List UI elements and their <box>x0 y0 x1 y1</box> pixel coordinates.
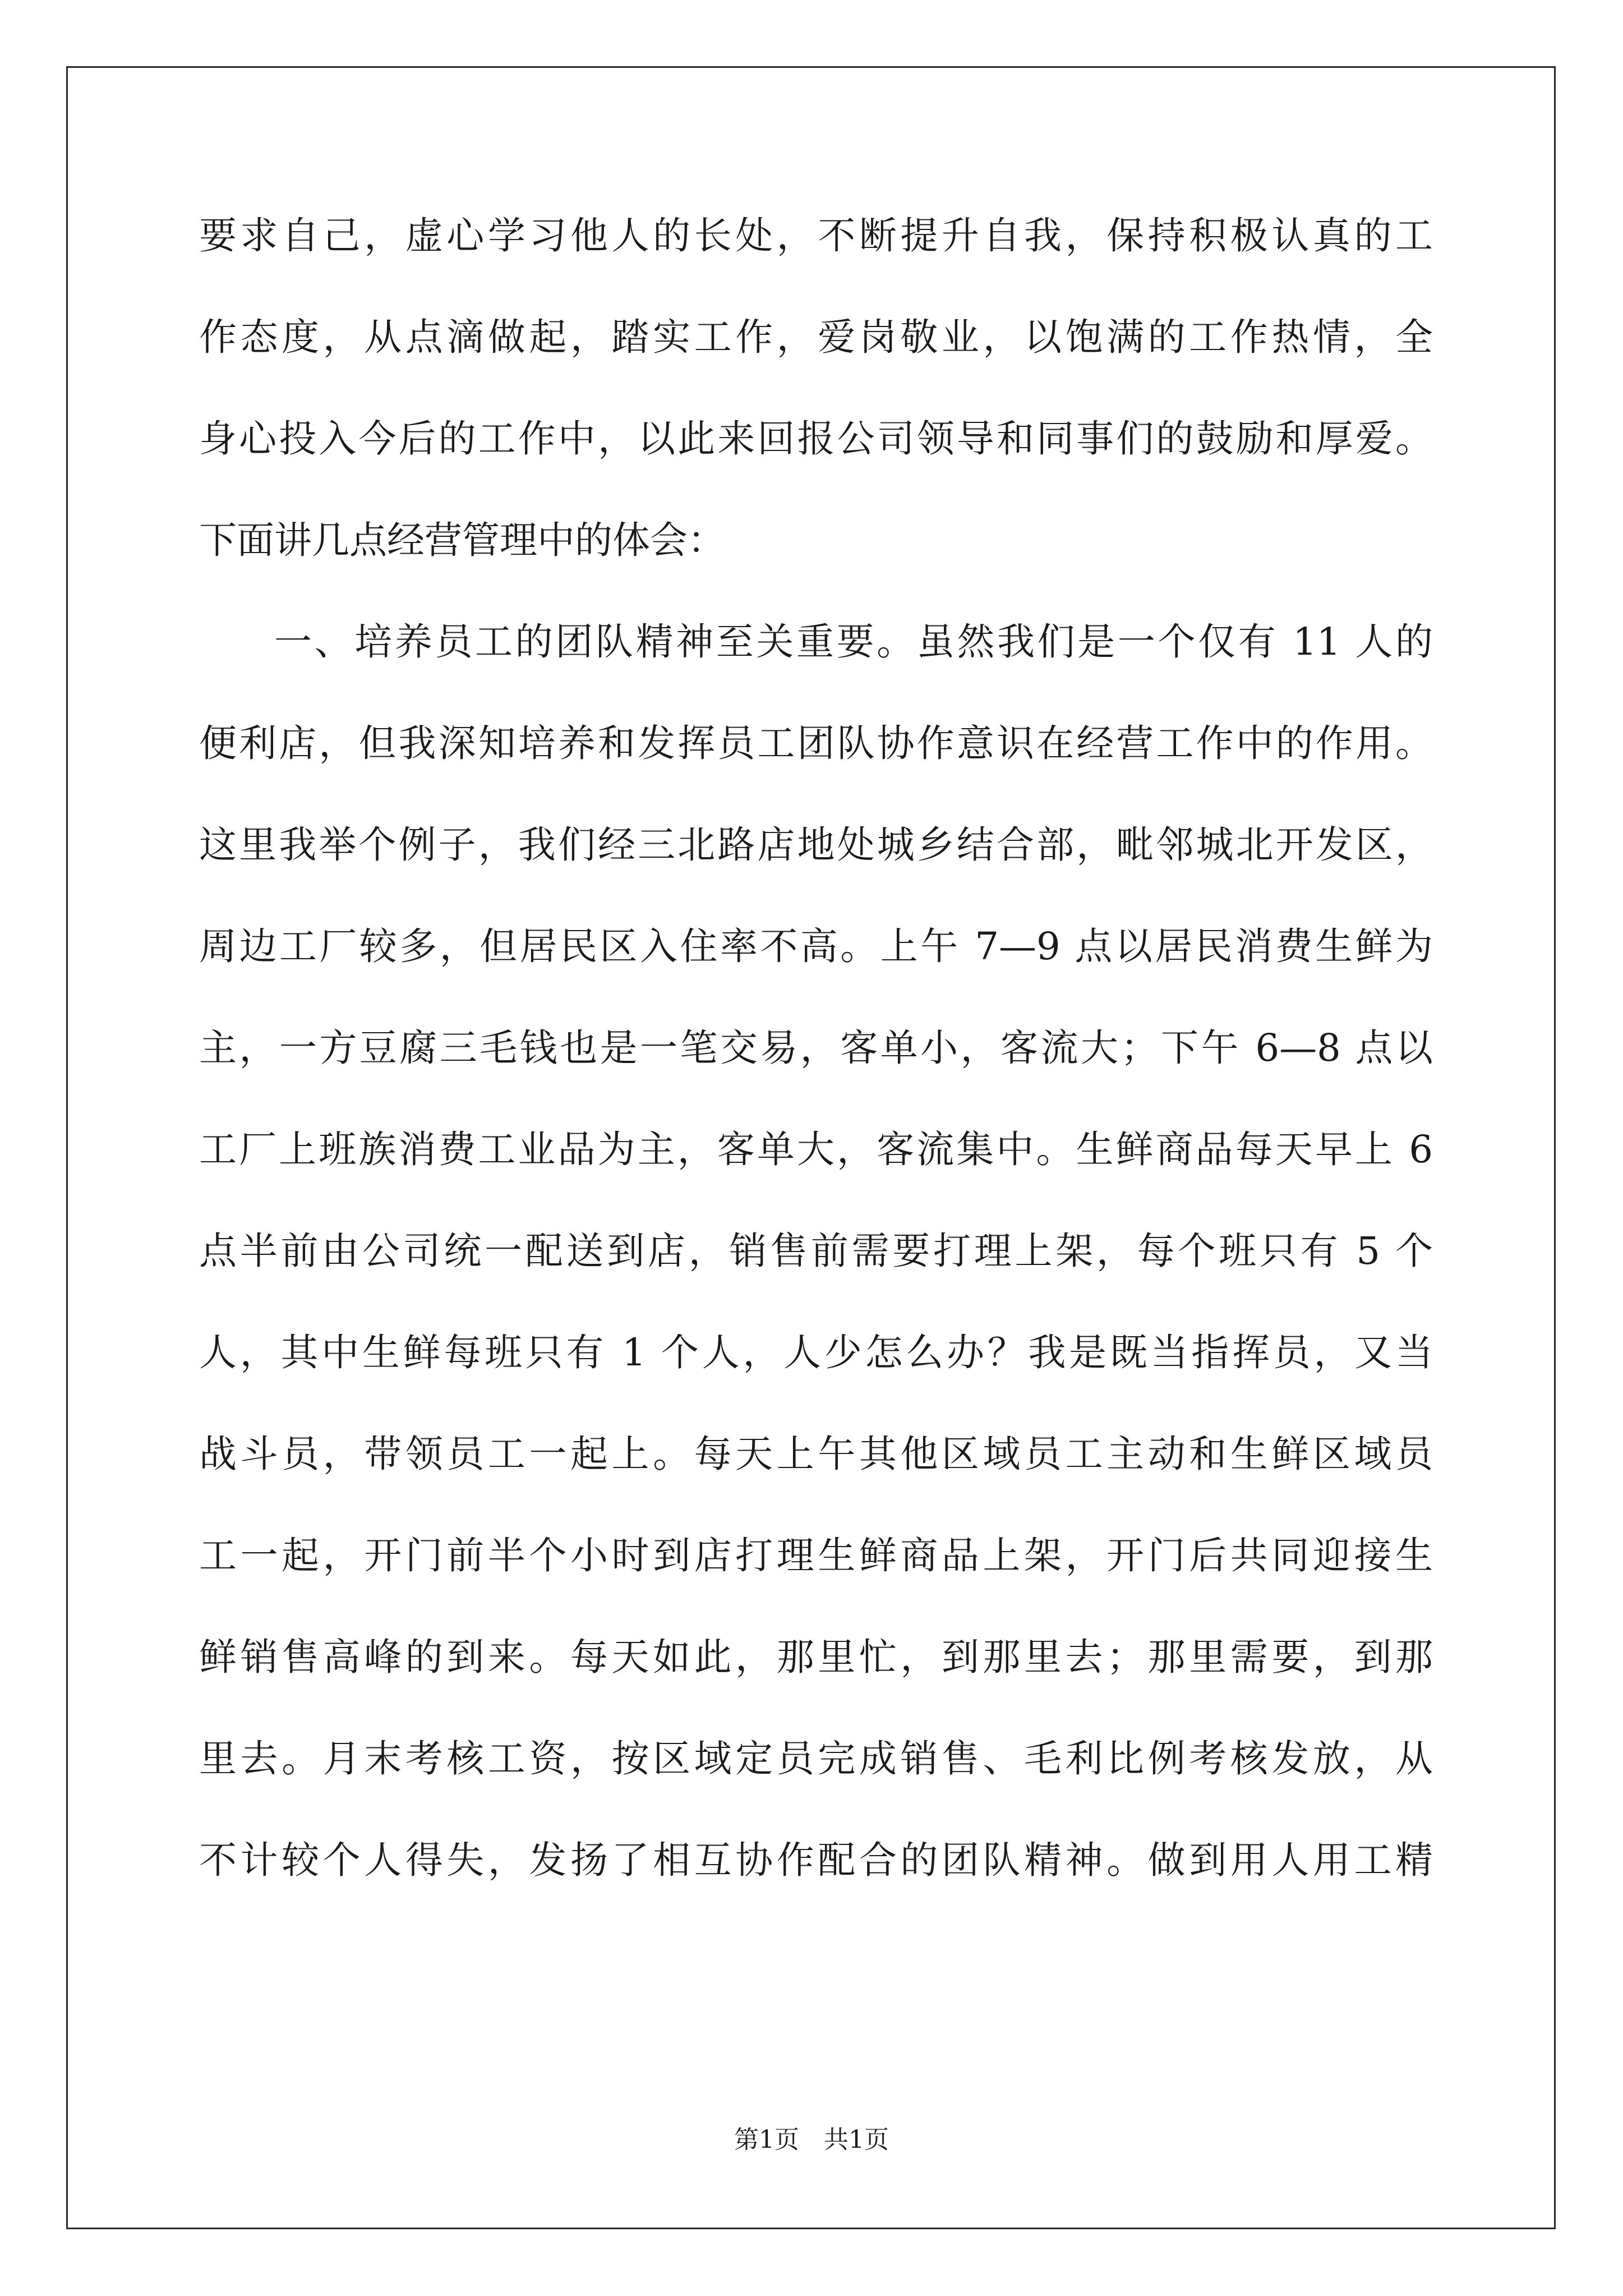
body-line: 身心投入今后的工作中，以此来回报公司领导和同事们的鼓励和厚爱。 <box>199 417 1433 461</box>
body-line: 工厂上班族消费工业品为主，客单大，客流集中。生鲜商品每天早上 6 <box>199 1128 1433 1171</box>
paragraph-first-line: 一、培养员工的团队精神至关重要。虽然我们是一个仅有 11 人的 <box>274 620 1433 664</box>
body-line: 要求自己，虚心学习他人的长处，不断提升自我，保持积极认真的工 <box>199 214 1433 257</box>
body-line: 作态度，从点滴做起，踏实工作，爱岗敬业，以饱满的工作热情，全 <box>199 315 1433 359</box>
body-line: 下面讲几点经营管理中的体会： <box>199 518 725 562</box>
body-line: 人，其中生鲜每班只有 1 个人，人少怎么办？我是既当指挥员，又当 <box>199 1331 1433 1374</box>
body-line: 点半前由公司统一配送到店，销售前需要打理上架，每个班只有 5 个 <box>199 1229 1433 1273</box>
body-line: 便利店，但我深知培养和发挥员工团队协作意识在经营工作中的作用。 <box>199 721 1433 765</box>
body-line: 战斗员，带领员工一起上。每天上午其他区域员工主动和生鲜区域员 <box>199 1432 1433 1476</box>
body-line: 鲜销售高峰的到来。每天如此，那里忙，到那里去；那里需要，到那 <box>199 1635 1433 1679</box>
body-line: 这里我举个例子，我们经三北路店地处城乡结合部，毗邻城北开发区， <box>199 823 1433 867</box>
body-line: 工一起，开门前半个小时到店打理生鲜商品上架，开门后共同迎接生 <box>199 1534 1433 1577</box>
body-line: 不计较个人得失，发扬了相互协作配合的团队精神。做到用人用工精 <box>199 1838 1433 1882</box>
page-footer: 第1页 共1页 <box>734 2125 889 2154</box>
body-line: 周边工厂较多，但居民区入住率不高。上午 7—9 点以居民消费生鲜为 <box>199 924 1433 968</box>
body-line: 主，一方豆腐三毛钱也是一笔交易，客单小，客流大；下午 6—8 点以 <box>199 1026 1433 1070</box>
body-line: 里去。月末考核工资，按区域定员完成销售、毛利比例考核发放，从 <box>199 1737 1433 1780</box>
document-body <box>199 209 1433 1935</box>
